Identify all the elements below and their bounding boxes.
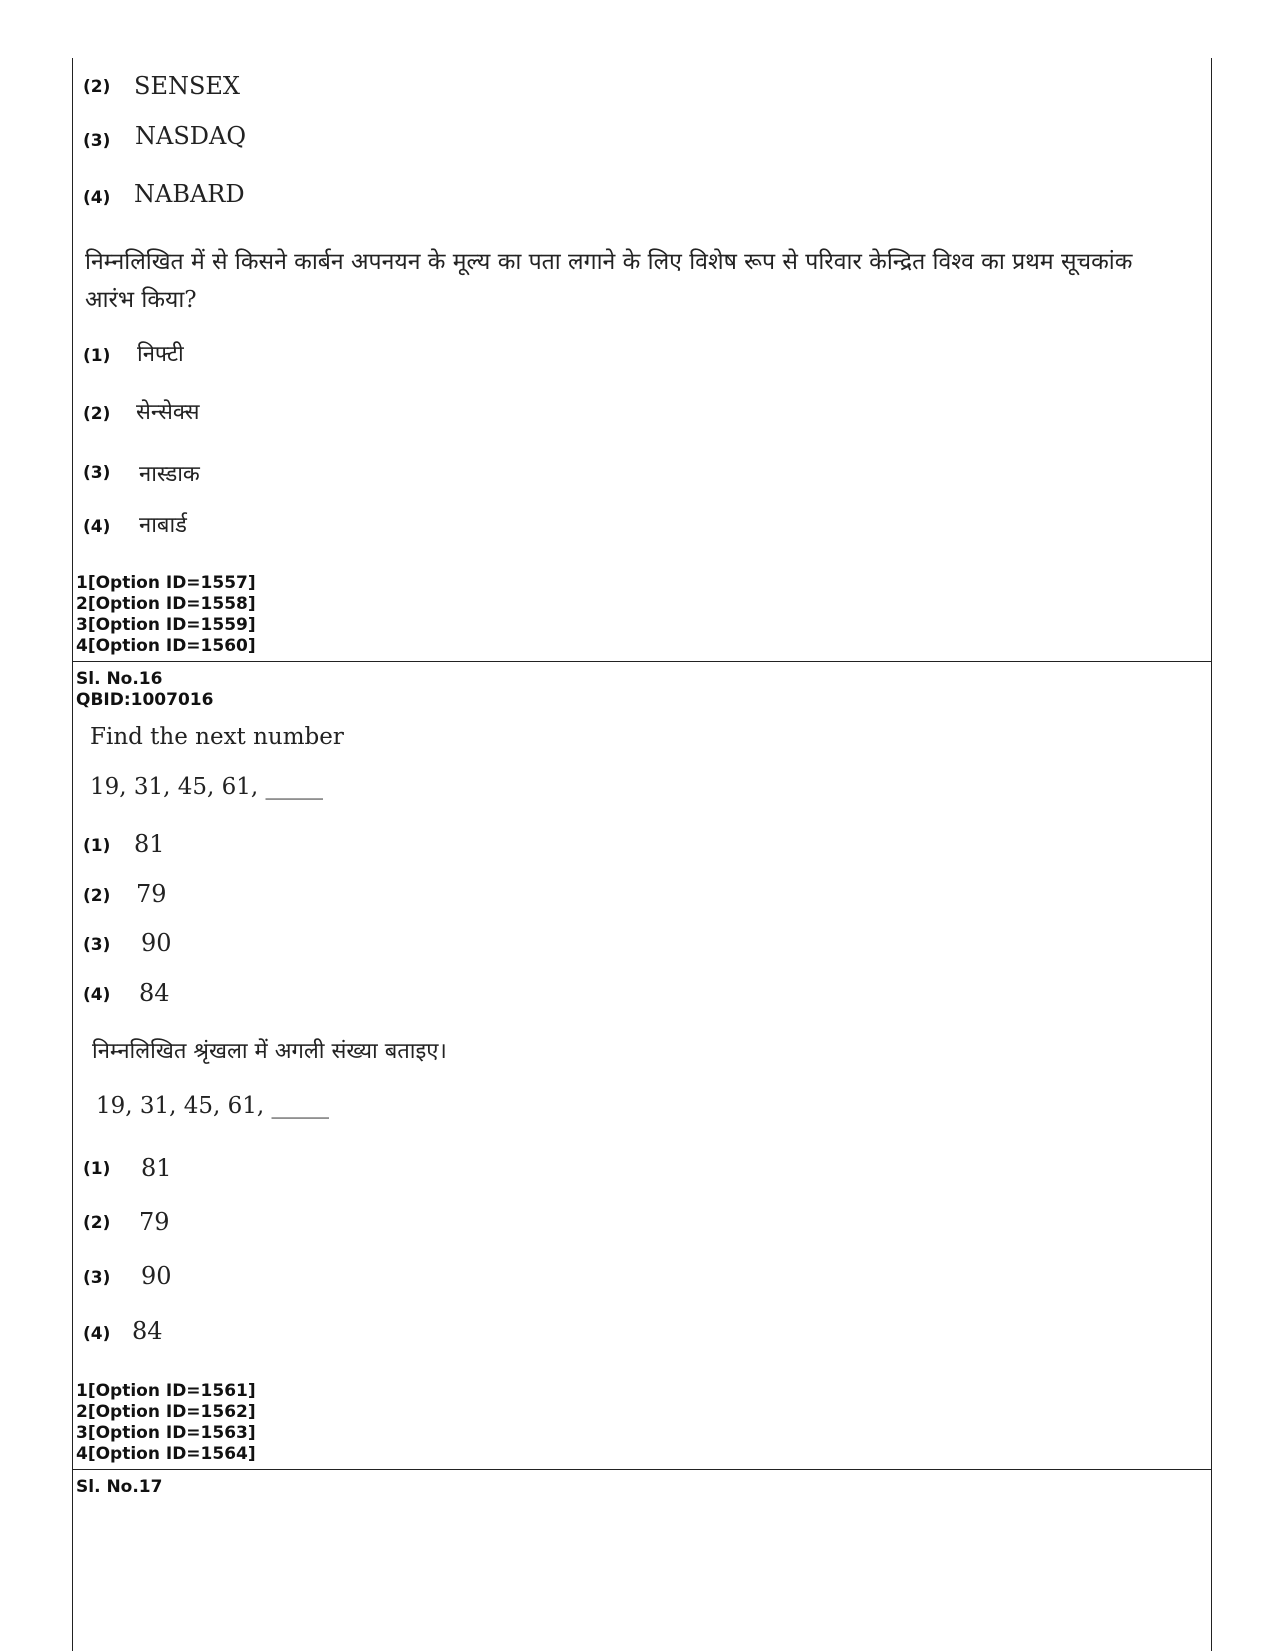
option-text: नाबार्ड [139, 513, 187, 538]
qbid: QBID:1007016 [76, 690, 214, 710]
serial-number: Sl. No.17 [76, 1477, 163, 1497]
q16-header [76, 669, 213, 711]
option-text: 79 [139, 1208, 170, 1236]
option-text: 84 [139, 979, 170, 1007]
option-number: (3) [83, 131, 111, 151]
option-text: 84 [132, 1317, 163, 1345]
divider [73, 1469, 1211, 1470]
option-number: (4) [83, 985, 111, 1005]
option-number: (3) [83, 1268, 111, 1288]
divider [73, 661, 1211, 662]
option-number: (2) [83, 1213, 111, 1233]
option-number: (4) [83, 188, 111, 208]
option-number: (3) [83, 935, 111, 955]
option-id: 3[Option ID=1563] [76, 1423, 256, 1443]
option-number: (4) [83, 1324, 111, 1344]
option-text: 81 [141, 1154, 172, 1182]
option-number: (4) [83, 517, 111, 537]
q16-option-ids [76, 1381, 256, 1465]
q15-hindi-question [85, 243, 1132, 319]
q16-hindi-series: 19, 31, 45, 61, _____ [96, 1093, 330, 1119]
q15-option-ids [76, 573, 256, 657]
serial-number: Sl. No.16 [76, 669, 163, 689]
option-text: सेन्सेक्स [136, 400, 200, 425]
option-id: 2[Option ID=1562] [76, 1402, 256, 1422]
option-number: (2) [83, 886, 111, 906]
option-text: 90 [141, 929, 172, 957]
option-id: 2[Option ID=1558] [76, 594, 256, 614]
option-text: NASDAQ [135, 122, 247, 150]
option-number: (1) [83, 1159, 111, 1179]
q16-hindi-question: निम्नलिखित श्रृंखला में अगली संख्या बताइए। [92, 1039, 447, 1064]
option-number: (1) [83, 836, 111, 856]
option-text: 90 [141, 1262, 172, 1290]
option-number: (2) [83, 404, 111, 424]
question-line: निम्नलिखित में से किसने कार्बन अपनयन के मूल्य का पता लगाने के लिए विशेष रूप से परिवार केन्द्रित विश्व का प्रथम सूचकांक [85, 249, 1133, 275]
option-text: नास्डाक [139, 462, 200, 487]
option-id: 3[Option ID=1559] [76, 615, 256, 635]
option-number: (1) [83, 346, 111, 366]
option-text: SENSEX [134, 72, 241, 100]
option-text: 81 [134, 830, 165, 858]
option-text: निफ्टी [137, 342, 184, 367]
option-text: NABARD [134, 180, 245, 208]
option-id: 1[Option ID=1561] [76, 1381, 256, 1401]
question-line: आरंभ किया? [85, 287, 197, 313]
option-number: (2) [83, 77, 111, 97]
q16-english-question: Find the next number [90, 724, 344, 750]
option-id: 4[Option ID=1560] [76, 636, 256, 656]
q17-header [76, 1477, 162, 1498]
option-id: 1[Option ID=1557] [76, 573, 256, 593]
option-id: 4[Option ID=1564] [76, 1444, 256, 1464]
option-text: 79 [136, 880, 167, 908]
q16-english-series: 19, 31, 45, 61, _____ [90, 774, 324, 800]
option-number: (3) [83, 463, 111, 483]
